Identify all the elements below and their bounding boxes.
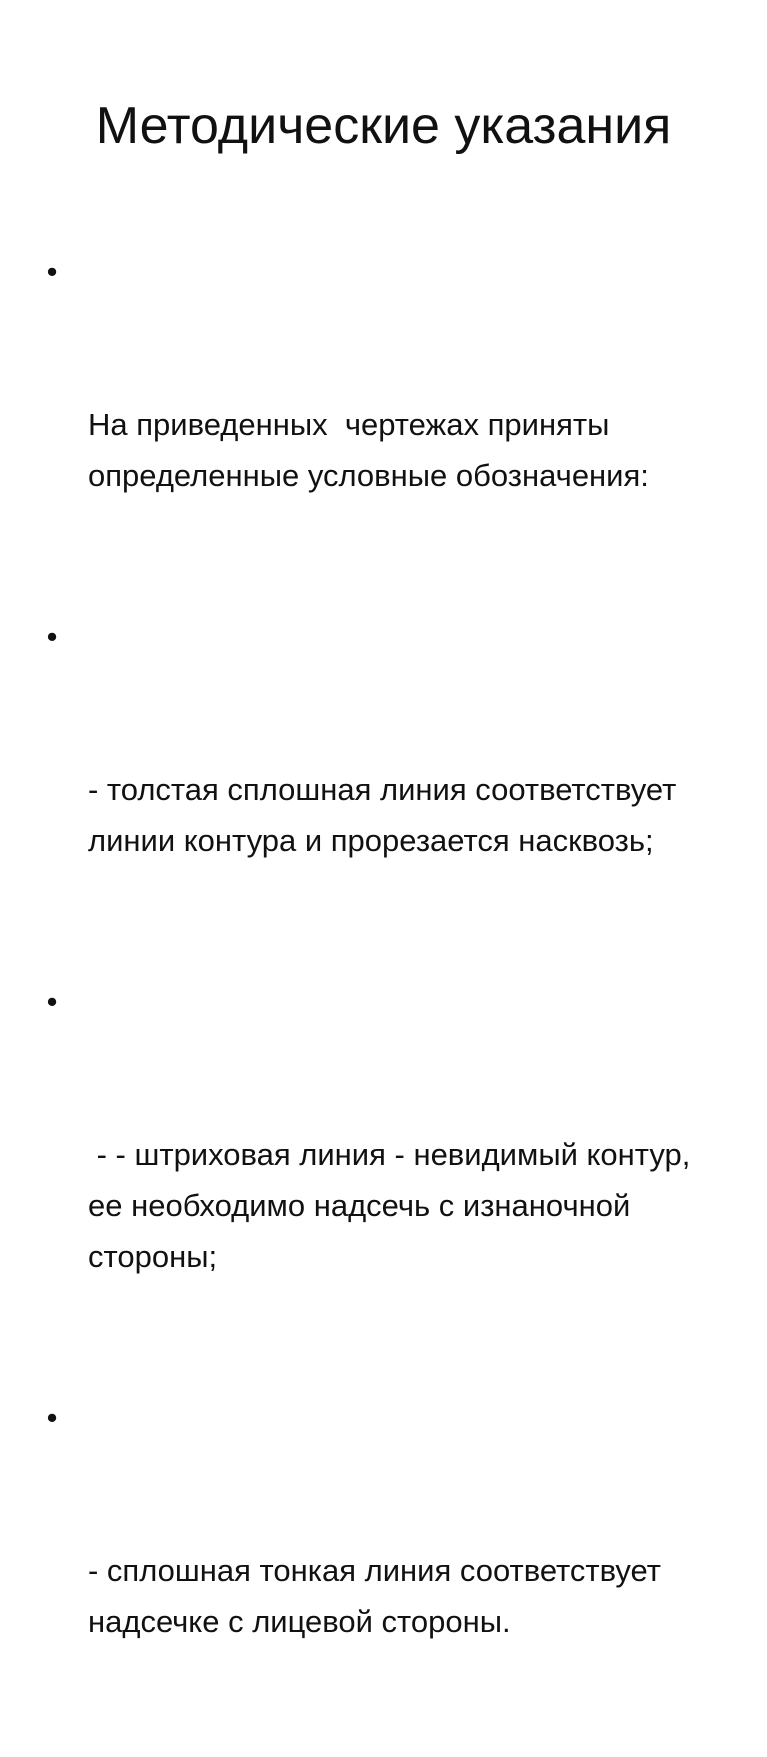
bullet-dot-icon: • <box>46 1400 58 1435</box>
bullet-text: - - штриховая линия - невидимый контур, ее необходимо надсечь с изнаночной стороны; <box>88 1137 699 1274</box>
bullet-text: На приведенных чертежах приняты определенные условные обозначения: <box>88 407 649 493</box>
bullet-text: - толстая сплошная линия соответствует линии контура и прорезается насквозь; <box>88 772 685 858</box>
bullet-item <box>42 246 732 603</box>
bullet-list <box>42 246 732 1757</box>
bullet-dot-icon: • <box>46 984 58 1019</box>
bullet-item <box>42 611 732 968</box>
bullet-item <box>42 976 732 1384</box>
bullet-item <box>42 1392 732 1749</box>
bullet-dot-icon: • <box>46 254 58 289</box>
slide-title: Методические указания <box>95 97 672 155</box>
bullet-dot-icon: • <box>46 619 58 654</box>
bullet-text: - сплошная тонкая линия соответствует надсечке с лицевой стороны. <box>88 1553 670 1639</box>
